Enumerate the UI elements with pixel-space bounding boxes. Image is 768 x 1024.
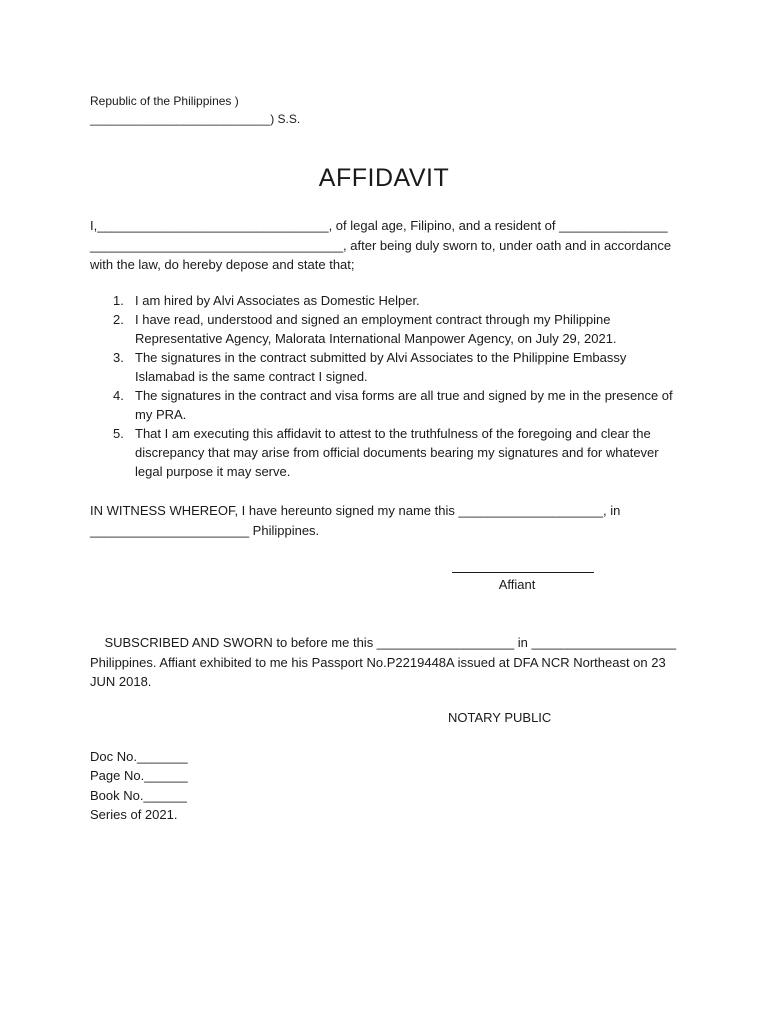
affiant-label: Affiant [498,577,536,592]
notary-public-label: NOTARY PUBLIC [448,710,552,725]
statement-number: 3. [113,350,124,365]
statement-number: 5. [113,426,124,441]
page-number: Page No.______ [90,768,188,784]
statement-item [90,386,680,424]
book-number: Book No.______ [90,787,187,803]
statement-text: The signatures in the contract submitted by Alvi Associates to the Philippine Embassy Islamabad is the same contract I signed. [135,350,627,384]
statement-item [90,291,680,310]
statement-text: I am hired by Alvi Associates as Domestic Helper. [135,293,420,308]
document-references [90,747,188,824]
series-year: Series of 2021. [90,806,178,822]
venue-line-republic: Republic of the Philippines ) [90,94,239,108]
document-title: AFFIDAVIT [318,164,450,192]
statement-text: I have read, understood and signed an employment contract through my Philippine Representative Agency, Malorata International Manpower Agency, on July 29, 2021. [135,312,617,346]
intro-paragraph: I,________________________________, of legal age, Filipino, and a resident of _______________ ___________________________________, after being duly sworn to, under oath and in accordance with the law, do hereby depose and state that; [90,218,672,272]
statement-number: 4. [113,388,124,403]
affiant-signature-line [452,560,594,573]
doc-number: Doc No._______ [90,749,188,764]
statement-item [90,310,680,348]
statement-text: That I am executing this affidavit to attest to the truthfulness of the foregoing and clear the discrepancy that may arise from official documents bearing my signatures and for whatever legal purpose it may serve. [135,426,659,479]
subscribed-paragraph: SUBSCRIBED AND SWORN to before me this ___________________ in ____________________ Philippines. Affiant exhibited to me his Passport No.P2219448A issued at DFA NCR Northeast on 23 JUN 2018. [90,635,680,689]
statement-text: The signatures in the contract and visa forms are all true and signed by me in the presence of my PRA. [135,388,673,422]
venue-line-ss: ___________________________) S.S. [90,112,301,126]
statement-number: 1. [113,293,124,308]
statement-item [90,424,680,481]
statement-item [90,348,680,386]
witness-paragraph: IN WITNESS WHEREOF, I have hereunto signed my name this ____________________, in ______________________ Philippines. [90,503,621,538]
statement-number: 2. [113,312,124,327]
statement-list [90,291,680,481]
